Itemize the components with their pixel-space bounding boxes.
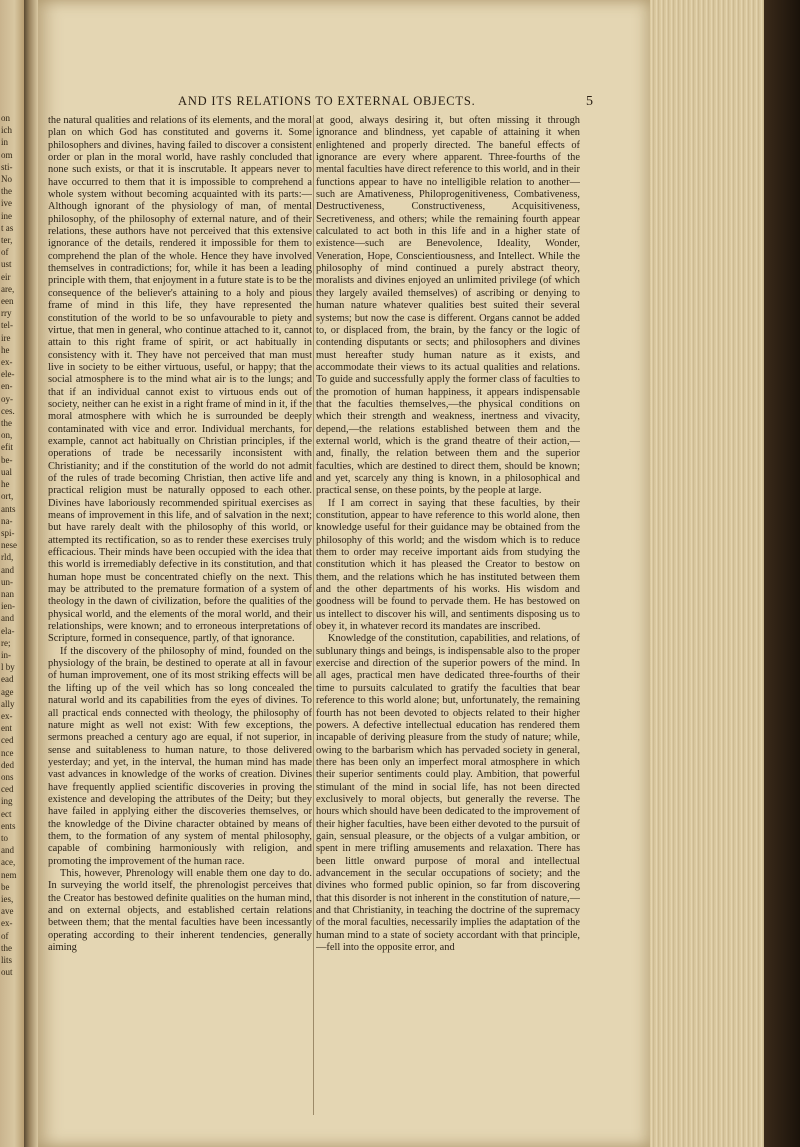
facing-page-fragment: rld, bbox=[1, 552, 14, 563]
facing-page-fragment: and bbox=[1, 845, 14, 856]
facing-page-fragment: No bbox=[1, 174, 12, 185]
paragraph: If the discovery of the philosophy of mind, founded on the physiology of the brain, be destined to operate at all in favour of human improvement, one of its most striking effects will be the lifting up of the veil which has so long concealed the natural world and its capabilities from the eyes of divines. To all practical ends connected with theology, the philosophy of nature might as well not exist: With few exceptions, the sermons preached a century ago are equal, if not superior, in sense and suitableness to human nature, to those delivered yesterday; and yet, in the interval, the human mind has made vast advances in knowledge of the works of creation. Divines have frequently applied scientific discoveries in proving the existence and developing the attributes of the Deity; but they have failed in applying either the discoveries themselves, or the knowledge of the Divine character obtained by means of them, to the formation of any system of mental philosophy, capable of combining harmoniously with religion, and promoting the improvement of the human race. bbox=[48, 645, 312, 867]
page-header bbox=[38, 92, 650, 112]
facing-page-fragment: ally bbox=[1, 698, 15, 709]
facing-page-fragment: om bbox=[1, 149, 13, 160]
facing-page-fragment: nan bbox=[1, 588, 14, 599]
facing-page-fragment: ien- bbox=[1, 601, 15, 612]
facing-page-fragment: en- bbox=[1, 381, 13, 392]
facing-page-fragment: ire bbox=[1, 332, 11, 343]
facing-page-fragment: age bbox=[1, 686, 14, 697]
facing-page-fragment: ual bbox=[1, 466, 12, 477]
facing-page-fragment: ced bbox=[1, 784, 14, 795]
facing-page-fragment: ine bbox=[1, 210, 12, 221]
facing-page-fragment: of bbox=[1, 247, 9, 258]
facing-page-fragment: ons bbox=[1, 771, 14, 782]
facing-page-fragment: t as bbox=[1, 222, 14, 233]
facing-page-fragment: he bbox=[1, 479, 10, 490]
facing-page-fragment: ants bbox=[1, 503, 16, 514]
facing-page-fragment: to bbox=[1, 832, 9, 843]
facing-page-fragment: efit bbox=[1, 442, 13, 453]
facing-page-fragment: on bbox=[1, 113, 10, 123]
column-divider bbox=[313, 115, 314, 1115]
facing-page-fragment: tel- bbox=[1, 320, 13, 331]
facing-page-fragment: nce bbox=[1, 747, 14, 758]
facing-page-fragment: ort, bbox=[1, 491, 14, 502]
facing-page-text-fragments bbox=[1, 112, 24, 978]
facing-page-fragment: ex- bbox=[1, 918, 13, 929]
paragraph: This, however, Phrenology will enable them one day to do. In surveying the world itself, the phrenologist perceives that the Creator has bestowed definite qualities on the human mind, and on external objects, and established certain relations between them; that the mental faculties have been incessantly operating according to their inherent tendencies, generally aiming bbox=[48, 867, 312, 954]
facing-page-fragment: spi- bbox=[1, 527, 15, 538]
facing-page-fragment: oy- bbox=[1, 393, 13, 404]
facing-page-fragment: ded bbox=[1, 759, 14, 770]
facing-page-fragment: ent bbox=[1, 723, 12, 734]
facing-page-fragment: ead bbox=[1, 674, 14, 685]
facing-page-fragment: of bbox=[1, 930, 9, 941]
facing-page-fragment: out bbox=[1, 967, 13, 978]
facing-page-fragment: in- bbox=[1, 649, 11, 660]
facing-page-fragment: the bbox=[1, 942, 12, 953]
facing-page-fragment: rry bbox=[1, 308, 12, 319]
facing-page-fragment: een bbox=[1, 296, 14, 307]
facing-page-fragment: ich bbox=[1, 125, 12, 136]
facing-page-fragment: na- bbox=[1, 515, 13, 526]
facing-page-fragment: ave bbox=[1, 906, 14, 917]
facing-page-fragment: the bbox=[1, 418, 12, 429]
facing-page-fragment: ies, bbox=[1, 894, 14, 904]
facing-page-fragment: un- bbox=[1, 576, 13, 587]
facing-page-fragment: on, bbox=[1, 430, 13, 441]
left-column bbox=[48, 115, 312, 1125]
facing-page-fragment: ust bbox=[1, 259, 12, 270]
running-head: AND ITS RELATIONS TO EXTERNAL OBJECTS. bbox=[178, 94, 476, 108]
paragraph: at good, always desiring it, but often missing it through ignorance and blindness, yet capable of attaining it when enlightened and properly directed. The baneful effects of ignorance are every where apparent. Three-fourths of the mental faculties have direct reference to this world, and in their functions appear to have no intelligible relation to another—such are Amativeness, Philoprogenitiveness, Combativeness, Destructiveness, Constructiveness, Acquisitiveness, Secretiveness, and others; while the remaining fourth appear calculated to act both in this life and in a higher state of existence—such are Benevolence, Ideality, Wonder, Veneration, Hope, Conscientiousness, and Intellect. While the philosophy of mind continued a purely abstract theory, moralists and divines enjoyed an unlimited privilege (of which they largely availed themselves) of ascribing or denying to human nature whatever qualities best suited their several systems; but now the case is different. Organs cannot be added to, or displaced from, the brain, by the fancy or the logic of contending disputants or sects; and philosophers and divines must hereafter study human nature as it exists, and accommodate their views to its actual qualities and relations. To guide and successfully apply the former class of faculties to the promotion of human happiness, it appears indispensable that the faculties themselves,—the physical conditions on which their strength and weakness, inertness and vivacity, depend,—the relations established between them and the external world, which is the grand theatre of their action,—and, finally, the relation between them and the superior faculties, which are destined to direct them, should be known; and yet, scarcely any thing is known, in a philosophical and practical sense, on these points, by the people at large. bbox=[316, 115, 580, 497]
facing-page-fragment: ela- bbox=[1, 625, 15, 636]
paragraph: Knowledge of the constitution, capabilities, and relations, of sublunary things and beings, is indispensable also to the proper exercise and direction of the superior powers of the mind. In all ages, practical men have dedicated three-fourths of their time to pursuits calculated to gratify the faculties that bear reference to this world alone; but, unfortunately, the remaining fourth has not been devoted to objects related to their higher powers. A defective intellectual education has rendered them incapable of deriving pleasure from the study of nature; while, owing to the barbarism which has pervaded society in general, there has been only an imperfect moral atmosphere in which their superior sentiments could play. Ambition, that powerful stimulant of the mind in social life, has not been directed exclusively to moral objects, but generally the reverse. The hours which should have been dedicated to the improvement of their higher faculties, have been either devoted to the pursuit of gain, sensual pleasure, or the objects of a vulgar ambition, or spent in mere trifling amusements and relaxation. There has been little onward purpose of moral and intellectual advancement in the secular occupations of society; and the divines who formed public opinion, so far from discovering that this disorder is not inherent in the constitution of nature,—and that Christianity, in teaching the doctrine of the supremacy of the moral faculties, necessarily implies the adaptation of the human mind to a state of society accordant with that principle,—fell into the opposite error, and bbox=[316, 633, 580, 954]
facing-page-fragment: and bbox=[1, 613, 14, 624]
facing-page-fragment: ents bbox=[1, 820, 16, 831]
facing-page-fragment: ter, bbox=[1, 235, 13, 246]
facing-page-fragment: and bbox=[1, 564, 14, 575]
facing-page-fragment: the bbox=[1, 186, 12, 197]
facing-page-fragment: lits bbox=[1, 955, 13, 966]
facing-page-fragment: nese bbox=[1, 540, 17, 551]
paragraph: the natural qualities and relations of its elements, and the moral plan on which God has constituted and governs it. Some philosophers and divines, having failed to discover a consistent order or plan in the moral world, have rashly concluded that none such exists, or that it is inscrutable. It appears never to have occurred to them that it is impossible to comprehend a whole system without becoming acquainted with its parts:—Although ignorant of the physiology of man, of mental philosophy, of the philosophy of external nature, and of their relations, these authors have not perceived that this extensive ignorance of the details, rendered it impossible for them to comprehend the plan of the whole. Hence they have involved themselves in contradictions; for, while it has been a leading principle with them, that enjoyment in a future state is to be the consequence of the believer's attaining to a holy and pious frame of mind in this life, they have represented the constitution of the world to be so unfavourable to piety and virtue, that men in general, who continue attached to it, cannot attain to this right frame of spirit, or act habitually in consistency with it. They have not perceived that man must live in society to be either virtuous, useful, or happy; that the social atmosphere is to the mind what air is to the lungs; and that if an individual cannot exist to virtuous ends out of society, neither can he exist in a right frame of mind in it, if the moral atmosphere with which he is surrounded be deeply contaminated with vice and error. Individual merchants, for example, cannot act habitually on Christian principles, if the operations of trade be necessarily inconsistent with Christianity; and if the constitution of the world do not admit of the rules of trade becoming Christian, then active life and practical religion must be naturally opposed to each other. Divines have laboriously recommended spiritual exercises as means of improvement in this life, and of salvation in the next; but have rarely dealt with the philosophy of this world, or attempted its rectification, so as to render these exercises truly efficacious. Their minds have been occupied with the idea that this world is irremediably defective in its constitution, and that human hope must be concentrated chiefly on the next. This may be attributed to the premature formation of a system of theology in the dawn of civilization, before the qualities of the physical world, and the elements of the moral world, and their relationships, were known; and to erroneous interpretations of Scripture, formed in consequence, partly, of that ignorance. bbox=[48, 115, 312, 645]
facing-page-edge bbox=[0, 0, 24, 1147]
facing-page-fragment: eir bbox=[1, 271, 11, 282]
facing-page-fragment: be- bbox=[1, 454, 13, 465]
facing-page-fragment: ele- bbox=[1, 369, 15, 380]
facing-page-fragment: ing bbox=[1, 796, 13, 807]
facing-page-fragment: l by bbox=[1, 662, 15, 673]
facing-page-fragment: nem bbox=[1, 869, 17, 880]
book-gutter bbox=[24, 0, 38, 1147]
facing-page-fragment: ex- bbox=[1, 357, 13, 368]
book-page bbox=[38, 0, 650, 1147]
facing-page-fragment: ced bbox=[1, 735, 14, 746]
facing-page-fragment: he bbox=[1, 344, 10, 355]
facing-page-fragment: re; bbox=[1, 637, 11, 648]
facing-page-fragment: ace, bbox=[1, 857, 16, 868]
facing-page-fragment: are, bbox=[1, 283, 15, 294]
page-number: 5 bbox=[586, 94, 593, 109]
facing-page-fragment: ect bbox=[1, 808, 12, 819]
book-cover bbox=[764, 0, 800, 1147]
facing-page-fragment: ces. bbox=[1, 405, 15, 416]
facing-page-fragment: ex- bbox=[1, 710, 13, 721]
facing-page-fragment: in bbox=[1, 137, 9, 148]
facing-page-fragment: sti- bbox=[1, 161, 13, 172]
page-block-edges bbox=[650, 0, 764, 1147]
paragraph: If I am correct in saying that these faculties, by their constitution, appear to have reference to this world alone, then knowledge useful for their guidance may be obtained from the philosophy of this world; and the wisdom which is to reduce them to order may receive important aids from studying the constitution which it has pleased the Creator to bestow on them, and the relations which he has instituted between them and the other departments of his works. His wisdom and goodness will be found to pervade them. He has bestowed on us intellect to discover his will, and sentiments disposing us to obey it, in whatever record its mandates are inscribed. bbox=[316, 497, 580, 633]
facing-page-fragment: be bbox=[1, 881, 10, 892]
right-column bbox=[316, 115, 580, 1125]
facing-page-fragment: ive bbox=[1, 198, 12, 209]
